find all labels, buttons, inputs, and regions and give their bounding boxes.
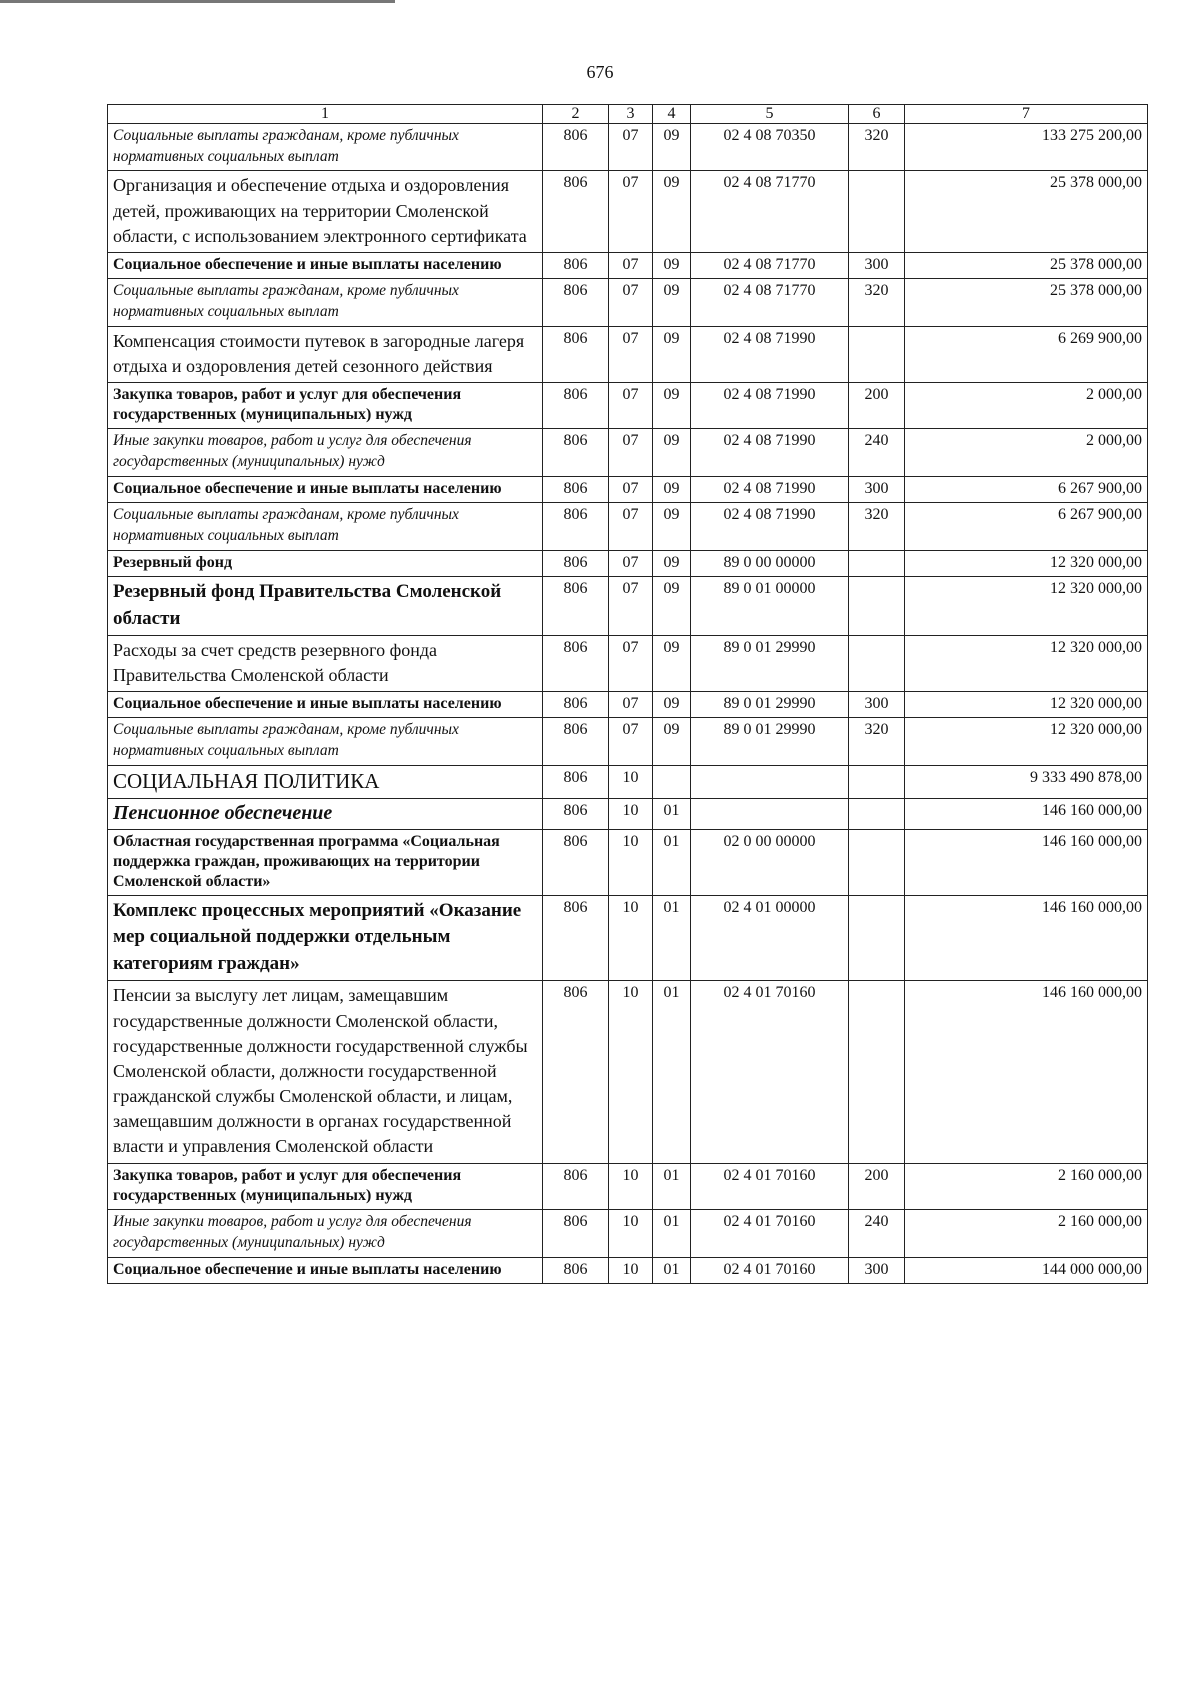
section-code-cell: 10 (609, 981, 653, 1163)
table-row (108, 171, 1148, 253)
section-code-cell: 10 (609, 1163, 653, 1209)
header-col-4: 4 (653, 105, 691, 124)
target-article-cell: 89 0 00 00000 (691, 550, 849, 576)
target-article-cell: 02 4 08 71990 (691, 326, 849, 382)
expense-type-cell (849, 766, 905, 798)
ministry-code-cell: 806 (543, 798, 609, 829)
amount-cell: 2 000,00 (905, 429, 1148, 477)
subsection-code-cell: 09 (653, 171, 691, 253)
expense-type-cell: 240 (849, 1209, 905, 1257)
header-col-7: 7 (905, 105, 1148, 124)
ministry-code-cell: 806 (543, 550, 609, 576)
section-code-cell: 07 (609, 171, 653, 253)
section-code-cell: 07 (609, 253, 653, 279)
ministry-code-cell: 806 (543, 829, 609, 895)
section-code-cell: 07 (609, 576, 653, 635)
scan-edge-line (0, 0, 395, 3)
target-article-cell: 02 4 08 71990 (691, 477, 849, 503)
subsection-code-cell: 09 (653, 429, 691, 477)
target-article-cell: 02 4 08 71990 (691, 383, 849, 429)
section-code-cell: 07 (609, 503, 653, 551)
expense-name-cell: Иные закупки товаров, работ и услуг для обеспечения государственных (муниципальных) нужд (108, 1209, 543, 1257)
section-code-cell: 07 (609, 123, 653, 171)
target-article-cell: 02 4 08 71990 (691, 503, 849, 551)
subsection-code-cell: 09 (653, 692, 691, 718)
section-code-cell: 10 (609, 798, 653, 829)
subsection-code-cell: 09 (653, 383, 691, 429)
amount-cell: 133 275 200,00 (905, 123, 1148, 171)
amount-cell: 25 378 000,00 (905, 279, 1148, 327)
section-code-cell: 10 (609, 766, 653, 798)
header-col-5: 5 (691, 105, 849, 124)
expense-type-cell (849, 636, 905, 692)
target-article-cell: 02 0 00 00000 (691, 829, 849, 895)
table-body (108, 123, 1148, 1283)
expense-name-cell: Иные закупки товаров, работ и услуг для обеспечения государственных (муниципальных) нужд (108, 429, 543, 477)
page-number: 676 (586, 62, 614, 82)
table-row (108, 326, 1148, 382)
table-row (108, 895, 1148, 981)
ministry-code-cell: 806 (543, 429, 609, 477)
amount-cell: 12 320 000,00 (905, 718, 1148, 766)
subsection-code-cell: 01 (653, 981, 691, 1163)
ministry-code-cell: 806 (543, 1163, 609, 1209)
amount-cell: 2 160 000,00 (905, 1209, 1148, 1257)
expense-name-cell: Пенсии за выслугу лет лицам, замещавшим государственные должности Смоленской области, государственные должности государственной службы Смоленской области, должности государственной гражданской службы Смоленской области, и лицам, замещавшим должности в органах государственной власти и управления Смоленской области (108, 981, 543, 1163)
subsection-code-cell: 09 (653, 718, 691, 766)
table-row (108, 981, 1148, 1163)
expense-type-cell (849, 171, 905, 253)
ministry-code-cell: 806 (543, 718, 609, 766)
expense-type-cell: 320 (849, 123, 905, 171)
ministry-code-cell: 806 (543, 1209, 609, 1257)
target-article-cell: 02 4 01 00000 (691, 895, 849, 981)
subsection-code-cell: 09 (653, 326, 691, 382)
amount-cell: 146 160 000,00 (905, 981, 1148, 1163)
target-article-cell: 02 4 01 70160 (691, 1209, 849, 1257)
amount-cell: 146 160 000,00 (905, 829, 1148, 895)
expense-name-cell: Комплекс процессных мероприятий «Оказание мер социальной поддержки отдельным категориям граждан» (108, 895, 543, 981)
expense-name-cell: Социальное обеспечение и иные выплаты населению (108, 253, 543, 279)
ministry-code-cell: 806 (543, 1257, 609, 1283)
subsection-code-cell: 01 (653, 798, 691, 829)
table-row (108, 279, 1148, 327)
amount-cell: 2 160 000,00 (905, 1163, 1148, 1209)
amount-cell: 12 320 000,00 (905, 576, 1148, 635)
expense-type-cell (849, 895, 905, 981)
ministry-code-cell: 806 (543, 171, 609, 253)
expense-name-cell: Социальные выплаты гражданам, кроме публичных нормативных социальных выплат (108, 123, 543, 171)
amount-cell: 146 160 000,00 (905, 895, 1148, 981)
expense-type-cell: 300 (849, 477, 905, 503)
amount-cell: 146 160 000,00 (905, 798, 1148, 829)
expense-type-cell: 320 (849, 279, 905, 327)
subsection-code-cell: 09 (653, 477, 691, 503)
ministry-code-cell: 806 (543, 766, 609, 798)
expense-type-cell (849, 798, 905, 829)
target-article-cell: 02 4 08 71770 (691, 279, 849, 327)
expense-type-cell: 320 (849, 718, 905, 766)
ministry-code-cell: 806 (543, 503, 609, 551)
section-code-cell: 07 (609, 477, 653, 503)
target-article-cell: 02 4 08 71770 (691, 253, 849, 279)
section-code-cell: 10 (609, 895, 653, 981)
section-code-cell: 07 (609, 718, 653, 766)
header-col-2: 2 (543, 105, 609, 124)
expense-name-cell: Социальные выплаты гражданам, кроме публичных нормативных социальных выплат (108, 718, 543, 766)
header-col-1: 1 (108, 105, 543, 124)
header-col-6: 6 (849, 105, 905, 124)
expense-name-cell: Компенсация стоимости путевок в загородные лагеря отдыха и оздоровления детей сезонного действия (108, 326, 543, 382)
table-row (108, 576, 1148, 635)
section-code-cell: 10 (609, 1257, 653, 1283)
expense-type-cell: 200 (849, 1163, 905, 1209)
table-row (108, 477, 1148, 503)
section-code-cell: 07 (609, 550, 653, 576)
expense-type-cell (849, 550, 905, 576)
ministry-code-cell: 806 (543, 636, 609, 692)
ministry-code-cell: 806 (543, 279, 609, 327)
target-article-cell: 02 4 08 71770 (691, 171, 849, 253)
ministry-code-cell: 806 (543, 383, 609, 429)
table-row (108, 829, 1148, 895)
ministry-code-cell: 806 (543, 895, 609, 981)
amount-cell: 6 267 900,00 (905, 503, 1148, 551)
expense-name-cell: Резервный фонд Правительства Смоленской области (108, 576, 543, 635)
subsection-code-cell: 01 (653, 1257, 691, 1283)
header-col-3: 3 (609, 105, 653, 124)
table-row (108, 253, 1148, 279)
subsection-code-cell: 09 (653, 576, 691, 635)
section-code-cell: 07 (609, 636, 653, 692)
expense-type-cell (849, 326, 905, 382)
expense-type-cell: 200 (849, 383, 905, 429)
expense-name-cell: Пенсионное обеспечение (108, 798, 543, 829)
section-code-cell: 07 (609, 383, 653, 429)
target-article-cell: 02 4 08 70350 (691, 123, 849, 171)
section-code-cell: 07 (609, 692, 653, 718)
section-code-cell: 10 (609, 1209, 653, 1257)
amount-cell: 144 000 000,00 (905, 1257, 1148, 1283)
expense-name-cell: Социальное обеспечение и иные выплаты населению (108, 1257, 543, 1283)
expense-name-cell: Закупка товаров, работ и услуг для обеспечения государственных (муниципальных) нужд (108, 1163, 543, 1209)
subsection-code-cell: 01 (653, 1163, 691, 1209)
subsection-code-cell: 09 (653, 279, 691, 327)
expense-name-cell: СОЦИАЛЬНАЯ ПОЛИТИКА (108, 766, 543, 798)
subsection-code-cell (653, 766, 691, 798)
table-row (108, 503, 1148, 551)
amount-cell: 12 320 000,00 (905, 550, 1148, 576)
expense-type-cell: 300 (849, 253, 905, 279)
ministry-code-cell: 806 (543, 692, 609, 718)
subsection-code-cell: 01 (653, 1209, 691, 1257)
expense-name-cell: Расходы за счет средств резервного фонда Правительства Смоленской области (108, 636, 543, 692)
table-row (108, 383, 1148, 429)
amount-cell: 25 378 000,00 (905, 253, 1148, 279)
table-row (108, 1163, 1148, 1209)
expense-name-cell: Организация и обеспечение отдыха и оздоровления детей, проживающих на территории Смоленской области, с использованием электронного сертификата (108, 171, 543, 253)
amount-cell: 9 333 490 878,00 (905, 766, 1148, 798)
expense-type-cell (849, 576, 905, 635)
section-code-cell: 07 (609, 279, 653, 327)
expense-type-cell: 300 (849, 692, 905, 718)
ministry-code-cell: 806 (543, 326, 609, 382)
expense-name-cell: Социальное обеспечение и иные выплаты населению (108, 477, 543, 503)
table-row (108, 718, 1148, 766)
expense-type-cell (849, 981, 905, 1163)
target-article-cell: 89 0 01 29990 (691, 636, 849, 692)
expense-name-cell: Резервный фонд (108, 550, 543, 576)
amount-cell: 12 320 000,00 (905, 692, 1148, 718)
target-article-cell: 89 0 01 00000 (691, 576, 849, 635)
amount-cell: 2 000,00 (905, 383, 1148, 429)
table-header-row (108, 105, 1148, 124)
target-article-cell: 89 0 01 29990 (691, 692, 849, 718)
ministry-code-cell: 806 (543, 576, 609, 635)
subsection-code-cell: 09 (653, 550, 691, 576)
budget-table (107, 104, 1148, 1284)
table-row (108, 429, 1148, 477)
subsection-code-cell: 01 (653, 829, 691, 895)
expense-type-cell: 300 (849, 1257, 905, 1283)
target-article-cell: 02 4 01 70160 (691, 1257, 849, 1283)
section-code-cell: 07 (609, 429, 653, 477)
amount-cell: 12 320 000,00 (905, 636, 1148, 692)
target-article-cell: 02 4 01 70160 (691, 1163, 849, 1209)
expense-type-cell: 240 (849, 429, 905, 477)
subsection-code-cell: 09 (653, 636, 691, 692)
expense-type-cell (849, 829, 905, 895)
table-row (108, 798, 1148, 829)
subsection-code-cell: 09 (653, 503, 691, 551)
expense-type-cell: 320 (849, 503, 905, 551)
table-row (108, 636, 1148, 692)
target-article-cell: 02 4 01 70160 (691, 981, 849, 1163)
amount-cell: 6 269 900,00 (905, 326, 1148, 382)
ministry-code-cell: 806 (543, 123, 609, 171)
section-code-cell: 10 (609, 829, 653, 895)
target-article-cell: 89 0 01 29990 (691, 718, 849, 766)
subsection-code-cell: 01 (653, 895, 691, 981)
ministry-code-cell: 806 (543, 253, 609, 279)
target-article-cell: 02 4 08 71990 (691, 429, 849, 477)
subsection-code-cell: 09 (653, 253, 691, 279)
ministry-code-cell: 806 (543, 477, 609, 503)
expense-name-cell: Социальные выплаты гражданам, кроме публичных нормативных социальных выплат (108, 279, 543, 327)
amount-cell: 25 378 000,00 (905, 171, 1148, 253)
table-row (108, 1257, 1148, 1283)
expense-name-cell: Областная государственная программа «Социальная поддержка граждан, проживающих на территории Смоленской области» (108, 829, 543, 895)
ministry-code-cell: 806 (543, 981, 609, 1163)
expense-name-cell: Социальные выплаты гражданам, кроме публичных нормативных социальных выплат (108, 503, 543, 551)
target-article-cell (691, 766, 849, 798)
table-row (108, 692, 1148, 718)
table-row (108, 1209, 1148, 1257)
table-row (108, 550, 1148, 576)
expense-name-cell: Социальное обеспечение и иные выплаты населению (108, 692, 543, 718)
subsection-code-cell: 09 (653, 123, 691, 171)
expense-name-cell: Закупка товаров, работ и услуг для обеспечения государственных (муниципальных) нужд (108, 383, 543, 429)
table-row (108, 123, 1148, 171)
table-row (108, 766, 1148, 798)
section-code-cell: 07 (609, 326, 653, 382)
amount-cell: 6 267 900,00 (905, 477, 1148, 503)
target-article-cell (691, 798, 849, 829)
